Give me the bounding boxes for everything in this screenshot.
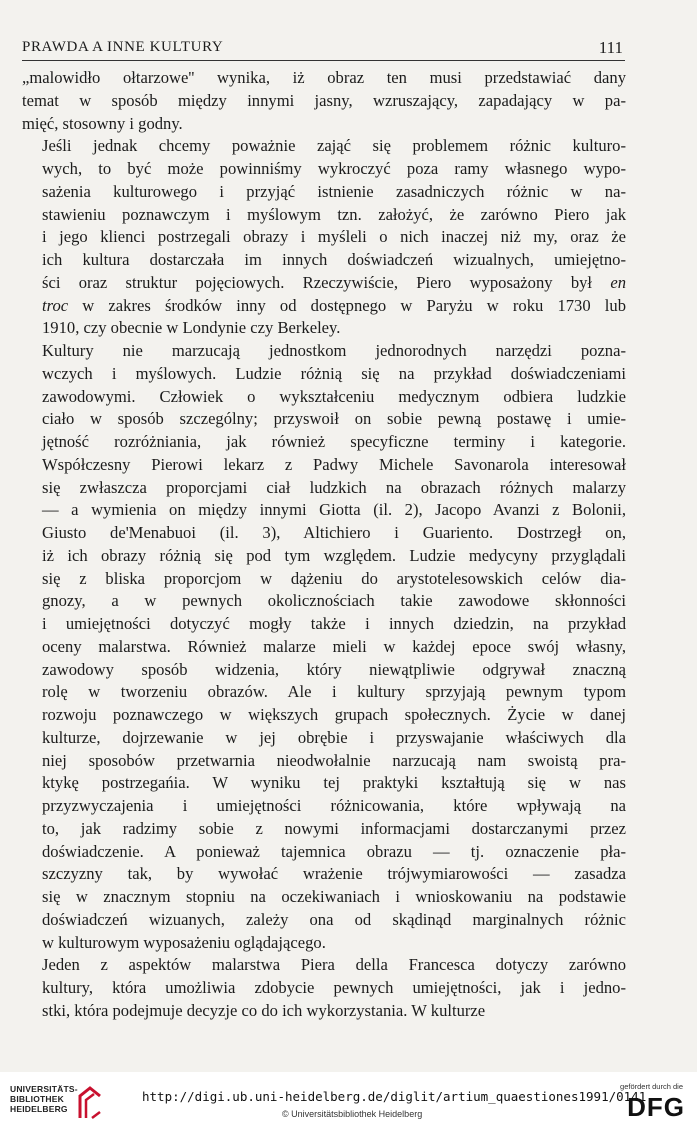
text-line: jętność rozróżniania, jak również specyficzne terminy i kategorie. (42, 432, 626, 451)
text-line: przyzwyczajenia i umiejętności różnicowania, które wpływają na (42, 796, 626, 815)
text-line: gnozy, a w pewnych okolicznościach takie zawodowe skłonności (42, 591, 626, 611)
paragraph (22, 340, 626, 954)
text-line: „malowidło ołtarzowe'' wynika, iż obraz ten musi przedstawiać dany (22, 68, 626, 87)
text-line: i umiejętności dotyczyć mogły także i innych dziedzin, na przykład (42, 614, 626, 633)
text-line: zawodowymi. Człowiek o wykształceniu medycznym odbiera ludzkie (42, 386, 626, 406)
text-line: 1910, czy obecnie w Londynie czy Berkeley. (42, 318, 341, 338)
text-line: stki, która podejmuje decyzje co do ich wykorzystania. W kulturze (42, 1000, 486, 1020)
library-mark-icon (76, 1086, 104, 1120)
dfg-logo: DFG (627, 1092, 685, 1122)
text-line: w kulturowym wyposażeniu oglądającego. (42, 932, 326, 952)
text-line: rozwoju poznawczego w większych grupach społecznych. Życie w danej (42, 705, 626, 724)
text-line: ktykę postrzegańia. W wyniku tej praktyki kształtują się w nas (42, 773, 626, 793)
library-name: UNIVERSITÄTS- BIBLIOTHEK HEIDELBERG (10, 1084, 78, 1114)
text-line: się z bliska proporcjom w dążeniu do arystotelesowskich celów dia- (42, 568, 626, 588)
text-line: iż ich obrazy różnią się pod tym względem. Ludzie medycyny przyglądali (42, 545, 626, 565)
text-line: troc w zakres środków inny od dostępnego w Paryżu w roku 1730 lub (42, 295, 626, 315)
text-line: ciało w sposób szczególny; przyswoił on sobie pewną postawę i umie- (42, 409, 626, 429)
text-line: Współczesny Pierowi lekarz z Padwy Michele Savonarola interesował (42, 454, 626, 474)
text-line: temat w sposób między innymi jasny, wzruszający, zapadający w pa- (22, 90, 626, 110)
paragraph (22, 954, 626, 1022)
digitization-footer (0, 1072, 697, 1130)
text-line: niej sposobów przetwarnia nieodwołalnie narzucają nam swoistą pra- (42, 750, 626, 770)
text-line: rolę w tworzeniu obrazów. Ale i kultury sprzyjają pewnym typom (42, 682, 626, 702)
text-line: zawodowy sposób widzenia, który niewątpliwie odgrywał znaczną (42, 659, 626, 679)
text-line: Giusto de'Menabuoi (il. 3), Altichiero i Guariento. Dostrzegł on, (42, 523, 626, 542)
text-line: Jeden z aspektów malarstwa Piera della Francesca dotyczy zarówno (42, 955, 626, 975)
text-line: się zwłaszcza proporcjami ciał ludzkich na obrazach różnych malarzy (42, 477, 626, 497)
source-url-link[interactable]: http://digi.ub.uni-heidelberg.de/diglit/artium_quaestiones1991/0141 (142, 1089, 647, 1104)
text-line: doświadczenie. A ponieważ tajemnica obrazu — tj. oznaczenie pła- (42, 841, 626, 861)
text-line: kulturze, dojrzewanie w jej obrębie i przyswajanie właściwych dla (42, 727, 626, 747)
text-line: Jeśli jednak chcemy poważnie zająć się problemem różnic kulturo- (42, 136, 626, 156)
text-line: wczych i myślowych. Ludzie różnią się na przykład doświadczeniami (42, 363, 626, 383)
text-line: — a wymienia on między innymi Giotta (il. 2), Jacopo Avanzi z Bolonii, (42, 500, 626, 520)
text-line: i jego klienci postrzegali obrazy i myśleli o nich inaczej niż my, oraz że (42, 227, 626, 247)
text-line: mięć, stosowny i godny. (22, 113, 183, 133)
paragraph (22, 67, 626, 135)
text-line: szczyzny tak, by wywołać wrażenie trójwymiarowości — zasadza (42, 864, 626, 884)
text-line: ści oraz struktur pojęciowych. Rzeczywiście, Piero wyposażony był en (42, 272, 626, 292)
page-header (22, 38, 625, 61)
text-line: Kultury nie marzucają jednostkom jednorodnych narzędzi pozna- (42, 341, 626, 360)
text-line: stawieniu poznawczym i myślowym tzn. założyć, że zarówno Piero jak (42, 204, 626, 224)
text-line: kultury, która umożliwia zdobycie pewnych umiejętności, jak i jedno- (42, 978, 626, 997)
text-line: się w znacznym stopniu na oczekiwaniach i wnioskowaniu na podstawie (42, 887, 626, 906)
text-line: ich kultura dostarczała im innych doświadczeń wizualnych, umiejętno- (42, 250, 626, 269)
text-line: sażenia kulturowego i przyjąć istnienie zasadniczych różnic w na- (42, 181, 626, 201)
text-line: to, jak radzimy sobie z nowymi informacjami dostarczanymi przez (42, 818, 626, 838)
running-head: PRAWDA A INNE KULTURY (22, 39, 224, 55)
page-number: 111 (598, 38, 623, 57)
text-line: oceny malarstwa. Również malarze mieli w każdej epoce swój własny, (42, 636, 626, 656)
text-line: doświadczeń wizuanych, zależy ona od skądinąd marginalnych różnic (42, 909, 626, 929)
copyright-notice: © Universitätsbibliothek Heidelberg (282, 1109, 423, 1119)
library-logo (10, 1084, 105, 1124)
body-text (22, 67, 626, 1023)
funded-by-label: gefördert durch die (620, 1082, 683, 1091)
paragraph (22, 135, 626, 340)
text-line: wych, to być może powinniśmy wykroczyć poza ramy własnego wypo- (42, 159, 626, 178)
